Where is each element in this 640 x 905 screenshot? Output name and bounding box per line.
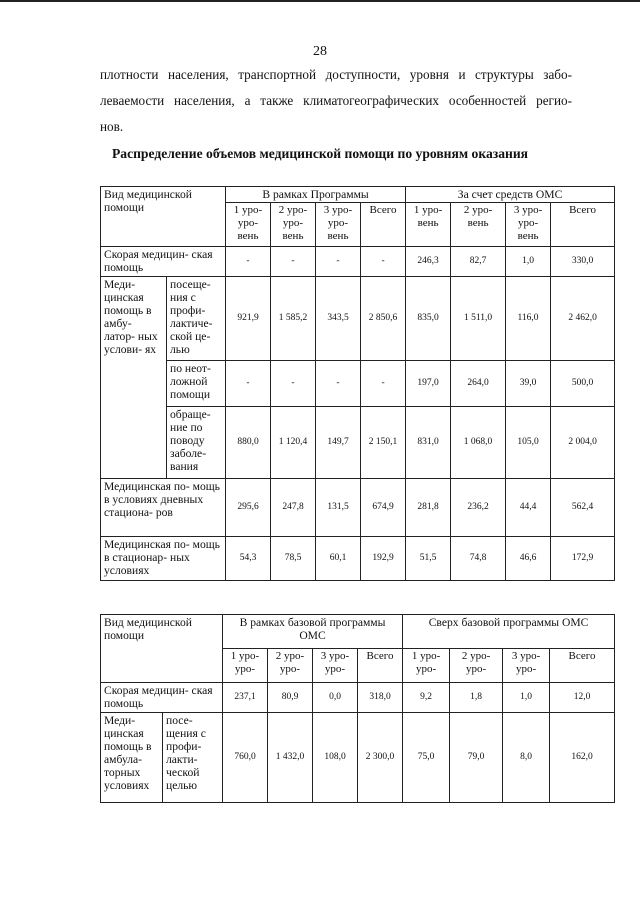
level-header: 3 уро- уро- [313,649,358,683]
page-number: 28 [313,44,327,59]
level-header: 1 уро- уро- [223,649,268,683]
cell-value: 12,0 [550,683,615,713]
total-header: Всего [550,649,615,683]
cell-value: 8,0 [503,713,550,803]
cell-value: 116,0 [506,277,551,361]
table-row [101,277,615,361]
paragraph-line-2: леваемости населения, а также климатогеографических особенностей регио- [100,93,572,108]
cell-value: 149,7 [316,407,361,479]
cell-value: 9,2 [403,683,450,713]
cell-value: 247,8 [271,479,316,537]
cell-value: 921,9 [226,277,271,361]
level-header: 2 уро- уро- [450,649,503,683]
row-group-label: Меди- цинская помощь в амбула- торных условиях [101,713,163,803]
level-header: 1 уро- уро- вень [226,203,271,247]
intro-paragraph [100,62,572,140]
cell-value: - [271,361,316,407]
table-row [101,683,615,713]
level-header: 3 уро- уро- вень [316,203,361,247]
cell-value: - [361,247,406,277]
cell-value: 2 004,0 [551,407,615,479]
level-header: 3 уро- уро- вень [506,203,551,247]
row-label: Медицинская по- мощь в стационар- ных условиях [101,537,226,581]
level-header: 1 уро- вень [406,203,451,247]
group-header-program: В рамках Программы [226,187,406,203]
row-label: Скорая медицин- ская помощь [101,683,223,713]
cell-value: 51,5 [406,537,451,581]
top-rule [0,0,640,2]
cell-value: 74,8 [451,537,506,581]
cell-value: - [226,361,271,407]
cell-value: 246,3 [406,247,451,277]
cell-value: - [316,361,361,407]
cell-value: 562,4 [551,479,615,537]
col-header-type: Вид медицинской помощи [101,615,223,683]
cell-value: 264,0 [451,361,506,407]
cell-value: 1,8 [450,683,503,713]
group-header-oms: За счет средств ОМС [406,187,615,203]
level-header: 2 уро- уро- [268,649,313,683]
cell-value: 880,0 [226,407,271,479]
row-group-label: Меди- цинская помощь в амбу- латор- ных услови- ях [101,277,167,479]
cell-value: 236,2 [451,479,506,537]
row-label: по неот- ложной помощи [167,361,226,407]
cell-value: - [361,361,406,407]
paragraph-line-3: нов. [100,119,124,134]
cell-value: 108,0 [313,713,358,803]
cell-value: 760,0 [223,713,268,803]
cell-value: 44,4 [506,479,551,537]
cell-value: 78,5 [271,537,316,581]
cell-value: 39,0 [506,361,551,407]
cell-value: 2 150,1 [361,407,406,479]
cell-value: - [271,247,316,277]
volumes-table-1 [100,186,615,581]
cell-value: 2 462,0 [551,277,615,361]
cell-value: 1,0 [503,683,550,713]
cell-value: 343,5 [316,277,361,361]
level-header: 1 уро- уро- [403,649,450,683]
cell-value: 60,1 [316,537,361,581]
cell-value: 172,9 [551,537,615,581]
table-row [101,537,615,581]
cell-value: 1 120,4 [271,407,316,479]
cell-value: 105,0 [506,407,551,479]
cell-value: 79,0 [450,713,503,803]
cell-value: 54,3 [226,537,271,581]
cell-value: 75,0 [403,713,450,803]
cell-value: - [316,247,361,277]
group-header-base-oms: В рамках базовой программы ОМС [223,615,403,649]
volumes-table-2 [100,614,615,803]
cell-value: 197,0 [406,361,451,407]
table-row [101,479,615,537]
table-row [101,407,615,479]
table-row [101,713,615,803]
level-header: 3 уро- уро- [503,649,550,683]
cell-value: 1 432,0 [268,713,313,803]
cell-value: 0,0 [313,683,358,713]
row-label: посе- щения с профи- лакти- ческой целью [163,713,223,803]
row-label: Медицинская по- мощь в условиях дневных стациона- ров [101,479,226,537]
row-label: Скорая медицин- ская помощь [101,247,226,277]
cell-value: - [226,247,271,277]
cell-value: 2 850,6 [361,277,406,361]
row-label: обраще- ние по поводу заболе- вания [167,407,226,479]
cell-value: 1 585,2 [271,277,316,361]
row-label: посеще- ния с профи- лактиче- ской це- лью [167,277,226,361]
cell-value: 674,9 [361,479,406,537]
cell-value: 318,0 [358,683,403,713]
cell-value: 1 068,0 [451,407,506,479]
cell-value: 237,1 [223,683,268,713]
cell-value: 831,0 [406,407,451,479]
cell-value: 2 300,0 [358,713,403,803]
cell-value: 330,0 [551,247,615,277]
level-header: 2 уро- вень [451,203,506,247]
section-heading: Распределение объемов медицинской помощи по уровням оказания [111,146,529,161]
level-header: 2 уро- уро- вень [271,203,316,247]
col-header-type: Вид медицинской помощи [101,187,226,247]
paragraph-line-1: плотности населения, транспортной доступности, уровня и структуры забо- [100,67,572,82]
cell-value: 281,8 [406,479,451,537]
cell-value: 295,6 [226,479,271,537]
cell-value: 1,0 [506,247,551,277]
total-header: Всего [358,649,403,683]
cell-value: 162,0 [550,713,615,803]
cell-value: 1 511,0 [451,277,506,361]
table-row [101,247,615,277]
cell-value: 80,9 [268,683,313,713]
cell-value: 46,6 [506,537,551,581]
cell-value: 835,0 [406,277,451,361]
cell-value: 131,5 [316,479,361,537]
cell-value: 500,0 [551,361,615,407]
group-header-extra-oms: Сверх базовой программы ОМС [403,615,615,649]
total-header: Всего [551,203,615,247]
table-row [101,361,615,407]
cell-value: 82,7 [451,247,506,277]
cell-value: 192,9 [361,537,406,581]
total-header: Всего [361,203,406,247]
